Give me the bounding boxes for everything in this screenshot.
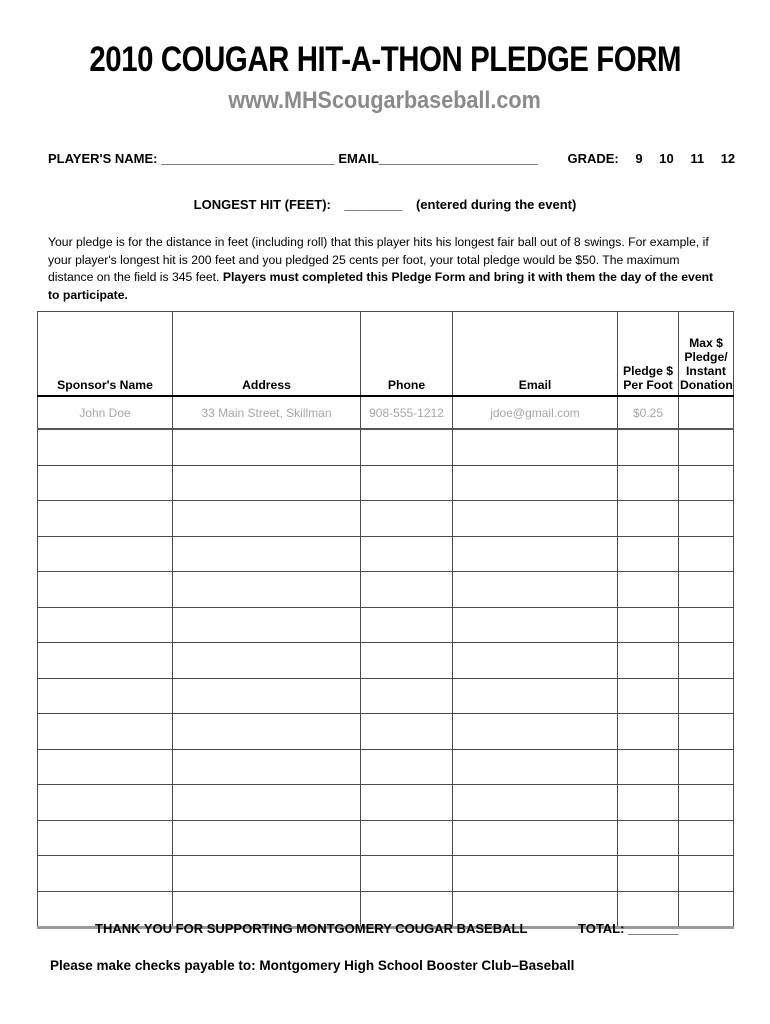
instructions-text: Your pledge is for the distance in feet (including roll) that this player hits his longest fair ball out of 8 swings. For example, if your player's longest hit is 200 feet and you pledged 25 cents per foot, your total pledge would be $50. The maximum distance on the field is 345 feet. (48, 235, 709, 284)
blank-cell (618, 607, 679, 643)
blank-cell (38, 820, 173, 856)
blank-cell (453, 643, 618, 679)
blank-row (38, 678, 734, 714)
blank-cell (361, 465, 453, 501)
blank-cell (38, 856, 173, 892)
blank-cell (38, 749, 173, 785)
blank-row (38, 785, 734, 821)
blank-cell (679, 429, 734, 465)
blank-cell (618, 536, 679, 572)
blank-cell (618, 429, 679, 465)
example-cell: 33 Main Street, Skillman (173, 396, 361, 429)
blank-row (38, 572, 734, 608)
total-blank: _______ (628, 921, 679, 936)
blank-cell (361, 536, 453, 572)
example-cell: 908-555-1212 (361, 396, 453, 429)
blank-cell (679, 643, 734, 679)
blank-cell (361, 856, 453, 892)
blank-cell (453, 607, 618, 643)
player-name-blank: ________________________ (161, 151, 335, 166)
blank-cell (173, 856, 361, 892)
blank-cell (38, 572, 173, 608)
blank-cell (679, 501, 734, 537)
blank-row (38, 749, 734, 785)
blank-row (38, 536, 734, 572)
longest-hit-label: LONGEST HIT (FEET): (193, 197, 331, 212)
blank-cell (618, 856, 679, 892)
blank-cell (453, 572, 618, 608)
grade-option-9: 9 (635, 151, 643, 166)
blank-cell (173, 607, 361, 643)
blank-cell (618, 678, 679, 714)
grade-option-10: 10 (659, 151, 674, 166)
blank-cell (38, 465, 173, 501)
email-blank: ______________________ (378, 151, 538, 166)
instructions-bold-text: Players must completed this Pledge Form and bring it with them the day of the event to participate. (48, 270, 714, 302)
table-header-row (38, 312, 734, 397)
grade-label: GRADE: (567, 151, 619, 166)
blank-row (38, 714, 734, 750)
blank-row (38, 501, 734, 537)
longest-hit-blank: ________ (344, 197, 403, 212)
blank-cell (38, 607, 173, 643)
thank-you-text: THANK YOU FOR SUPPORTING MONTGOMERY COUGAR BASEBALL (95, 921, 528, 936)
blank-cell (618, 501, 679, 537)
blank-cell (361, 820, 453, 856)
blank-cell (38, 643, 173, 679)
blank-cell (173, 785, 361, 821)
blank-cell (618, 572, 679, 608)
grade-option-12: 12 (720, 151, 736, 166)
blank-cell (38, 501, 173, 537)
blank-row (38, 429, 734, 465)
blank-cell (453, 856, 618, 892)
column-header-phone: Phone (361, 312, 453, 397)
blank-cell (361, 501, 453, 537)
blank-cell (173, 678, 361, 714)
blank-cell (679, 856, 734, 892)
blank-cell (453, 785, 618, 821)
blank-cell (453, 749, 618, 785)
grade-option-11: 11 (690, 151, 705, 166)
blank-cell (453, 536, 618, 572)
pledge-table (37, 311, 734, 929)
blank-cell (618, 643, 679, 679)
blank-cell (618, 820, 679, 856)
email-label: EMAIL (338, 151, 379, 166)
column-header-email: Email (453, 312, 618, 397)
blank-cell (361, 678, 453, 714)
longest-hit-note: (entered during the event) (415, 197, 577, 212)
blank-cell (618, 749, 679, 785)
blank-cell (679, 785, 734, 821)
blank-cell (453, 714, 618, 750)
blank-cell (361, 785, 453, 821)
checks-payable-note: Please make checks payable to: Montgomery High School Booster Club–Baseball (50, 958, 575, 973)
blank-cell (679, 714, 734, 750)
blank-row (38, 856, 734, 892)
blank-cell (173, 536, 361, 572)
blank-cell (38, 714, 173, 750)
example-row (38, 396, 734, 429)
website-url: www.MHScougarbaseball.com (228, 87, 542, 114)
column-header-address: Address (173, 312, 361, 397)
blank-cell (679, 820, 734, 856)
page-title: 2010 COUGAR HIT-A-THON PLEDGE FORM (89, 40, 681, 79)
blank-cell (173, 501, 361, 537)
blank-cell (453, 820, 618, 856)
blank-cell (361, 429, 453, 465)
blank-cell (38, 785, 173, 821)
blank-cell (618, 714, 679, 750)
player-info-line (48, 151, 738, 166)
blank-cell (173, 429, 361, 465)
blank-row (38, 643, 734, 679)
blank-cell (679, 749, 734, 785)
total-label: TOTAL: (578, 921, 625, 936)
blank-cell (618, 465, 679, 501)
blank-cell (173, 714, 361, 750)
blank-cell (453, 501, 618, 537)
blank-cell (173, 820, 361, 856)
blank-cell (679, 678, 734, 714)
example-cell: John Doe (38, 396, 173, 429)
blank-cell (618, 785, 679, 821)
player-name-label: PLAYER'S NAME: (48, 151, 158, 166)
blank-cell (38, 536, 173, 572)
column-header-max-pledge: Max $ Pledge/ Instant Donation (679, 312, 734, 397)
blank-cell (173, 572, 361, 608)
blank-cell (361, 643, 453, 679)
blank-cell (679, 891, 734, 928)
blank-cell (38, 429, 173, 465)
example-cell: $0.25 (618, 396, 679, 429)
blank-cell (173, 749, 361, 785)
example-cell (679, 396, 734, 429)
blank-cell (453, 429, 618, 465)
longest-hit-line (0, 197, 770, 212)
blank-cell (679, 465, 734, 501)
blank-cell (453, 465, 618, 501)
blank-cell (679, 536, 734, 572)
blank-row (38, 465, 734, 501)
blank-row (38, 820, 734, 856)
blank-cell (453, 678, 618, 714)
blank-cell (679, 572, 734, 608)
blank-cell (38, 678, 173, 714)
column-header-pledge-per-foot: Pledge $ Per Foot (618, 312, 679, 397)
blank-cell (361, 714, 453, 750)
blank-cell (361, 749, 453, 785)
blank-cell (679, 607, 734, 643)
blank-row (38, 607, 734, 643)
blank-cell (173, 465, 361, 501)
pledge-instructions (48, 234, 726, 304)
column-header-sponsor-name: Sponsor's Name (38, 312, 173, 397)
blank-cell (361, 572, 453, 608)
blank-cell (361, 607, 453, 643)
example-cell: jdoe@gmail.com (453, 396, 618, 429)
blank-cell (173, 643, 361, 679)
